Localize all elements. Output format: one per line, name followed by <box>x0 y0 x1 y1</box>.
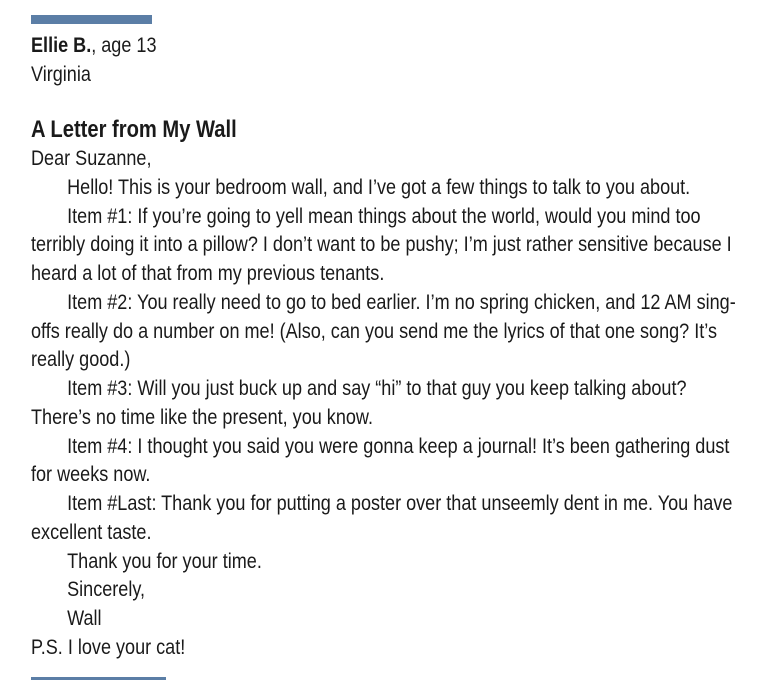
author-location: Virginia <box>31 63 91 86</box>
letter-paragraph: Hello! This is your bedroom wall, and I’ve got a few things to talk to you about. <box>67 175 691 199</box>
author-name: Ellie B. <box>31 34 92 57</box>
signature: Wall <box>67 607 102 630</box>
letter-body <box>31 145 744 663</box>
closing-line: Thank you for your time. <box>67 549 262 573</box>
letter-paragraph: Item #2: You really need to go to bed earlier. I’m no spring chicken, and 12 AM sing-offs really do a number on me! (Also, can you send me the lyrics of that one song? It’s really good.) <box>31 290 736 372</box>
valediction: Sincerely, <box>67 578 146 602</box>
postscript: P.S. I love your cat! <box>31 635 186 659</box>
author-line <box>31 31 643 60</box>
letter-paragraph: Item #4: I thought you said you were gonna keep a journal! It’s been gathering dust for weeks now. <box>31 434 730 487</box>
article-title: A Letter from My Wall <box>31 116 237 143</box>
letter-paragraph: Item #1: If you’re going to yell mean things about the world, would you mind too terribly doing it into a pillow? I don’t want to be pushy; I’m just rather sensitive because I heard a lot of that from my previous tenants. <box>31 204 732 285</box>
letter-paragraph: Item #Last: Thank you for putting a poster over that unseemly dent in me. You have excellent taste. <box>31 492 733 544</box>
top-accent-bar <box>31 15 152 24</box>
author-age: , age 13 <box>91 34 157 57</box>
article <box>31 15 743 663</box>
byline <box>31 31 643 89</box>
letter-paragraph: Item #3: Will you just buck up and say “hi” to that guy you keep talking about? There’s no time like the present, you know. <box>31 377 687 429</box>
salutation: Dear Suzanne, <box>31 147 152 170</box>
